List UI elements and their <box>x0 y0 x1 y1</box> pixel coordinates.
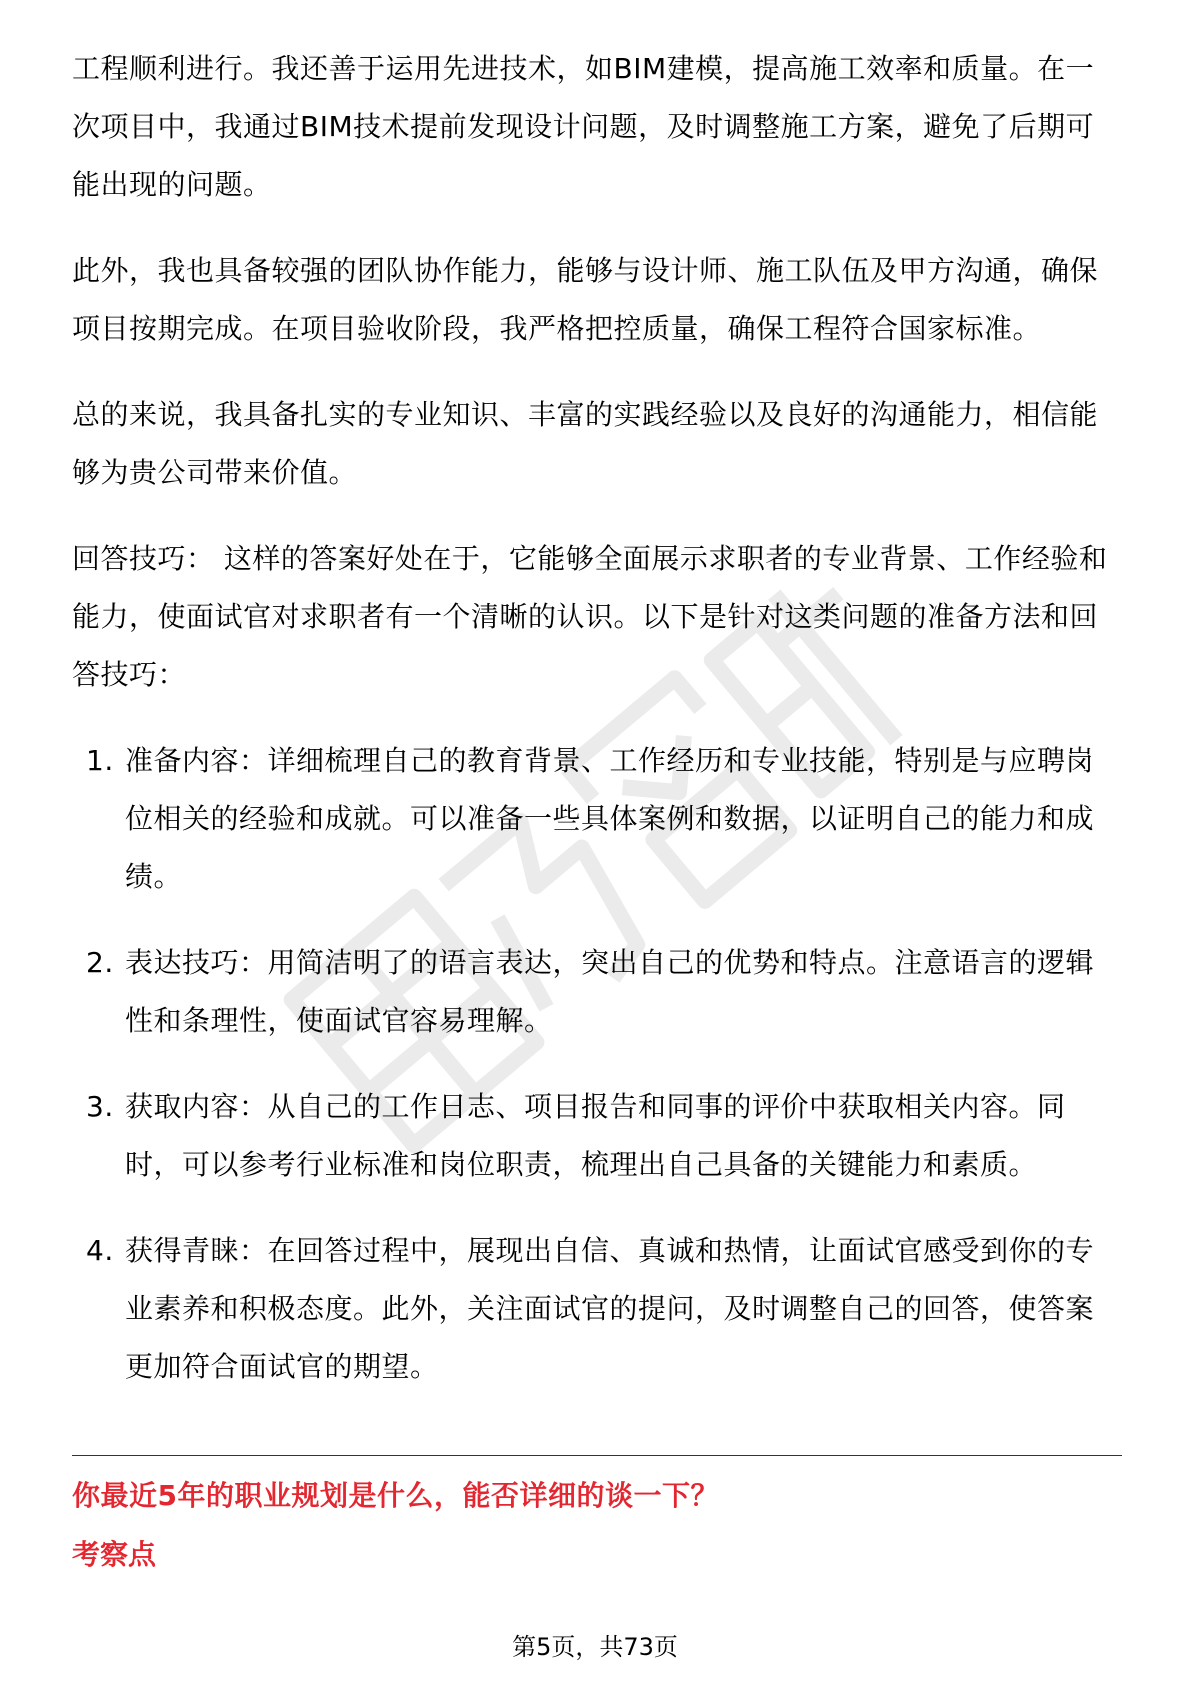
list-item-text: 准备内容：详细梳理自己的教育背景、工作经历和专业技能，特别是与应聘岗位相关的经验和成就。可以准备一些具体案例和数据，以证明自己的能力和成绩。 <box>125 744 1095 893</box>
list-item <box>72 732 1122 906</box>
list-item <box>72 1078 1122 1194</box>
list-item <box>72 1222 1122 1396</box>
paragraph-answer-tips: 回答技巧： 这样的答案好处在于，它能够全面展示求职者的专业背景、工作经验和能力，使面试官对求职者有一个清晰的认识。以下是针对这类问题的准备方法和回答技巧： <box>72 542 1108 691</box>
list-item-text: 获得青睐：在回答过程中，展现出自信、真诚和热情，让面试官感受到你的专业素养和积极态度。此外，关注面试官的提问，及时调整自己的回答，使答案更加符合面试官的期望。 <box>125 1234 1095 1383</box>
list-item-text: 表达技巧：用简洁明了的语言表达，突出自己的优势和特点。注意语言的逻辑性和条理性，使面试官容易理解。 <box>125 946 1095 1037</box>
list-item-text: 获取内容：从自己的工作日志、项目报告和同事的评价中获取相关内容。同时，可以参考行业标准和岗位职责，梳理出自己具备的关键能力和素质。 <box>125 1090 1066 1181</box>
question-heading: 你最近5年的职业规划是什么，能否详细的谈一下？ <box>72 1479 719 1512</box>
tips-list <box>72 732 1122 1396</box>
paragraph-summary: 总的来说，我具备扎实的专业知识、丰富的实践经验以及良好的沟通能力，相信能够为贵公司带来价值。 <box>72 398 1099 489</box>
paragraph-bim: 工程顺利进行。我还善于运用先进技术，如BIM建模，提高施工效率和质量。在一次项目中，我通过BIM技术提前发现设计问题，及时调整施工方案，避免了后期可能出现的问题。 <box>72 52 1095 201</box>
list-number: 3. <box>86 1090 114 1123</box>
list-number: 4. <box>86 1234 114 1267</box>
section-label: 考察点 <box>72 1538 157 1571</box>
list-number: 2. <box>86 946 114 979</box>
main-content <box>72 40 1122 1424</box>
list-number: 1. <box>86 744 114 777</box>
list-item <box>72 934 1122 1050</box>
page-footer: 第5页，共73页 <box>512 1633 678 1661</box>
section-divider <box>72 1455 1122 1456</box>
paragraph-teamwork: 此外，我也具备较强的团队协作能力，能够与设计师、施工队伍及甲方沟通，确保项目按期完成。在项目验收阶段，我严格把控质量，确保工程符合国家标准。 <box>72 254 1099 345</box>
